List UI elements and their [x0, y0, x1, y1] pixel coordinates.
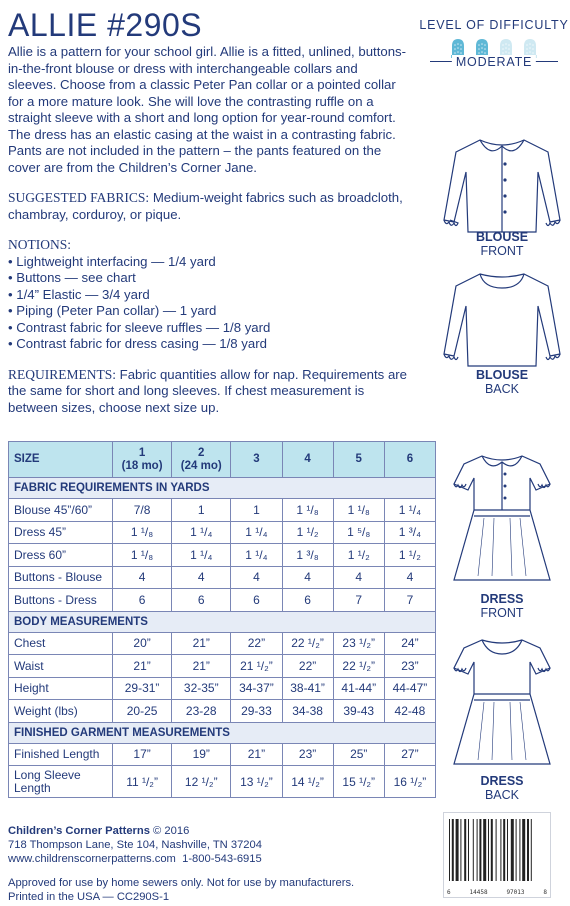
- table-cell: 13 ¹/₂”: [231, 766, 282, 798]
- table-cell: 4: [231, 566, 282, 589]
- table-cell: 21”: [231, 743, 282, 766]
- garment-view: BACK: [484, 382, 520, 396]
- pattern-title: ALLIE #290S: [8, 7, 203, 43]
- garment-name: DRESS: [480, 592, 524, 606]
- notion-item: • Lightweight interfacing — 1/4 yard: [8, 253, 216, 269]
- table-cell: 15 ¹/₂”: [333, 766, 384, 798]
- blouse-back-caption: [432, 368, 570, 396]
- table-cell: 29-33: [231, 700, 282, 723]
- table-row: [9, 521, 436, 544]
- table-cell: 21”: [172, 632, 231, 655]
- notion-item: • Contrast fabric for dress casing — 1/8 yard: [8, 336, 267, 351]
- table-cell: 29-31”: [113, 677, 172, 700]
- section-title: BODY MEASUREMENTS: [9, 611, 436, 632]
- table-cell: 39-43: [333, 700, 384, 723]
- size-column-header: 3: [231, 442, 282, 478]
- table-cell: 1 ⁵/₈: [333, 521, 384, 544]
- table-cell: 25”: [333, 743, 384, 766]
- table-cell: 1: [172, 499, 231, 522]
- notion-item: • Buttons — see chart: [8, 270, 136, 285]
- table-cell: 32-35”: [172, 677, 231, 700]
- table-cell: 21”: [172, 655, 231, 678]
- table-cell: 23-28: [172, 700, 231, 723]
- table-section-row: [9, 611, 436, 632]
- table-cell: 23”: [384, 655, 435, 678]
- table-cell: 14 ¹/₂”: [282, 766, 333, 798]
- notions-heading: NOTIONS:: [8, 237, 71, 252]
- table-cell: 7: [333, 589, 384, 612]
- table-cell: 21”: [113, 655, 172, 678]
- publisher-info: [8, 824, 428, 866]
- table-cell: 1 ¹/₂: [282, 521, 333, 544]
- dress-front-illustration: [432, 448, 570, 588]
- requirements-text: Fabric quantities allow for nap. Requirements are the same for short and long sleeves. If chest measurement is between sizes, choose next size up.: [8, 366, 408, 415]
- row-label: Long Sleeve Length: [9, 766, 113, 798]
- approval-text: Approved for use by home sewers only. Not for use by manufacturers.: [8, 877, 355, 889]
- table-cell: 22”: [282, 655, 333, 678]
- size-column-header: 6: [384, 442, 435, 478]
- difficulty-title: LEVEL OF DIFFICULTY: [419, 18, 569, 32]
- table-cell: 21 ¹/₂”: [231, 655, 282, 678]
- blouse-front-illustration: [432, 132, 570, 234]
- row-label: Dress 60”: [9, 544, 113, 567]
- table-row: [9, 566, 436, 589]
- table-cell: 6: [231, 589, 282, 612]
- table-cell: 38-41”: [282, 677, 333, 700]
- fabrics-heading: SUGGESTED FABRICS:: [8, 190, 150, 205]
- printed-text: Printed in the USA — CC290S-1: [8, 891, 170, 903]
- size-header: SIZE: [9, 442, 113, 478]
- table-cell: 6: [172, 589, 231, 612]
- row-label: Chest: [9, 632, 113, 655]
- table-row: [9, 700, 436, 723]
- notion-item: • 1/4” Elastic — 3/4 yard: [8, 286, 150, 302]
- table-cell: 4: [113, 566, 172, 589]
- table-cell: 11 ¹/₂”: [113, 766, 172, 798]
- table-cell: 24”: [384, 632, 435, 655]
- size-column-header: 2 (24 mo): [172, 442, 231, 478]
- blouse-front-caption: [432, 230, 570, 258]
- dress-front-caption: [432, 592, 570, 620]
- table-cell: 23 ¹/₂”: [333, 632, 384, 655]
- table-row: [9, 677, 436, 700]
- table-cell: 17”: [113, 743, 172, 766]
- table-cell: 1 ¹/₈: [113, 544, 172, 567]
- table-row: [9, 499, 436, 522]
- table-row: [9, 655, 436, 678]
- garment-view: FRONT: [480, 606, 524, 620]
- table-cell: 1 ³/₈: [282, 544, 333, 567]
- garment-view: BACK: [484, 788, 520, 802]
- table-cell: 42-48: [384, 700, 435, 723]
- table-header-row: [9, 442, 436, 478]
- table-cell: 1: [231, 499, 282, 522]
- row-label: Blouse 45”/60”: [9, 499, 113, 522]
- size-column-header: 1 (18 mo): [113, 442, 172, 478]
- company-name: Children’s Corner Patterns: [8, 825, 150, 837]
- notions-section: [8, 237, 408, 353]
- table-cell: 1 ¹/₂: [384, 544, 435, 567]
- table-cell: 7/8: [113, 499, 172, 522]
- dress-back-caption: [432, 774, 570, 802]
- table-cell: 12 ¹/₂”: [172, 766, 231, 798]
- table-section-row: [9, 722, 436, 743]
- table-cell: 1 ¹/₈: [113, 521, 172, 544]
- table-cell: 1 ³/₄: [384, 521, 435, 544]
- table-row: [9, 589, 436, 612]
- table-cell: 22 ¹/₂”: [282, 632, 333, 655]
- intro-paragraph: Allie is a pattern for your school girl. Allie is a fitted, unlined, buttons-in-the-front blouse or dress with interchangeable collars and sleeves. Choose from a classic Peter Pan collar or a pointed collar for a more mature look. She will love the contrasting ruffle on a straight sleeve with a short and long option for year-round comfort. The dress has an elastic casing at the waist in a contrasting fabric. Pants are not included in the pattern – the pants featured on the cover are from the Children’s Corner Jane.: [8, 44, 407, 175]
- table-cell: 7: [384, 589, 435, 612]
- table-row: [9, 632, 436, 655]
- table-cell: 22 ¹/₂”: [333, 655, 384, 678]
- table-cell: 1 ¹/₄: [231, 544, 282, 567]
- company-phone: 1-800-543-6915: [182, 853, 262, 865]
- table-cell: 23”: [282, 743, 333, 766]
- row-label: Buttons - Blouse: [9, 566, 113, 589]
- description-column: [8, 0, 408, 416]
- company-address: 718 Thompson Lane, Ste 104, Nashville, TN 37204: [8, 839, 262, 851]
- row-label: Waist: [9, 655, 113, 678]
- table-cell: 4: [333, 566, 384, 589]
- notions-list: [8, 254, 408, 353]
- suggested-fabrics: [8, 190, 408, 223]
- table-cell: 20-25: [113, 700, 172, 723]
- usage-notice: [8, 876, 354, 904]
- table-cell: 16 ¹/₂”: [384, 766, 435, 798]
- table-cell: 1 ¹/₄: [172, 544, 231, 567]
- garment-view: FRONT: [480, 244, 524, 258]
- garment-name: BLOUSE: [475, 368, 529, 382]
- notion-item: • Piping (Peter Pan collar) — 1 yard: [8, 303, 217, 318]
- row-label: Weight (lbs): [9, 700, 113, 723]
- table-row: [9, 766, 436, 798]
- table-cell: 6: [113, 589, 172, 612]
- table-cell: 44-47”: [384, 677, 435, 700]
- table-cell: 1 ¹/₂: [333, 544, 384, 567]
- table-row: [9, 544, 436, 567]
- difficulty-divider: [430, 55, 558, 75]
- table-cell: 4: [172, 566, 231, 589]
- row-label: Finished Length: [9, 743, 113, 766]
- table-cell: 1 ¹/₄: [172, 521, 231, 544]
- table-cell: 4: [282, 566, 333, 589]
- requirements: [8, 367, 408, 417]
- barcode-digits: 6 14458 97013 8: [447, 889, 547, 896]
- section-title: FINISHED GARMENT MEASUREMENTS: [9, 722, 436, 743]
- fabrics-text: Medium-weight fabrics such as broadcloth, chambray, corduroy, or pique.: [8, 190, 403, 222]
- table-cell: 1 ¹/₄: [384, 499, 435, 522]
- table-cell: 6: [282, 589, 333, 612]
- table-cell: 19”: [172, 743, 231, 766]
- row-label: Height: [9, 677, 113, 700]
- row-label: Dress 45”: [9, 521, 113, 544]
- blouse-back-illustration: [432, 266, 570, 368]
- garment-name: BLOUSE: [475, 230, 529, 244]
- dress-back-illustration: [432, 632, 570, 772]
- size-column-header: 5: [333, 442, 384, 478]
- difficulty-panel: [418, 0, 570, 75]
- table-cell: 34-37”: [231, 677, 282, 700]
- table-cell: 1 ¹/₄: [231, 521, 282, 544]
- table-row: [9, 743, 436, 766]
- difficulty-level: MODERATE: [452, 55, 536, 69]
- barcode: [443, 812, 551, 898]
- table-cell: 34-38: [282, 700, 333, 723]
- size-chart-table: [8, 441, 436, 798]
- table-cell: 1 ¹/₈: [333, 499, 384, 522]
- table-cell: 22”: [231, 632, 282, 655]
- table-cell: 27”: [384, 743, 435, 766]
- notion-item: • Contrast fabric for sleeve ruffles — 1/8 yard: [8, 319, 271, 335]
- row-label: Buttons - Dress: [9, 589, 113, 612]
- table-cell: 4: [384, 566, 435, 589]
- requirements-heading: REQUIREMENTS:: [8, 366, 116, 382]
- barcode-bars: [444, 813, 550, 887]
- table-cell: 41-44”: [333, 677, 384, 700]
- garment-name: DRESS: [480, 774, 524, 788]
- size-column-header: 4: [282, 442, 333, 478]
- company-website: www.childrenscornerpatterns.com: [8, 853, 176, 865]
- section-title: FABRIC REQUIREMENTS IN YARDS: [9, 478, 436, 499]
- table-cell: 1 ¹/₈: [282, 499, 333, 522]
- table-cell: 20”: [113, 632, 172, 655]
- table-section-row: [9, 478, 436, 499]
- copyright: © 2016: [149, 825, 190, 837]
